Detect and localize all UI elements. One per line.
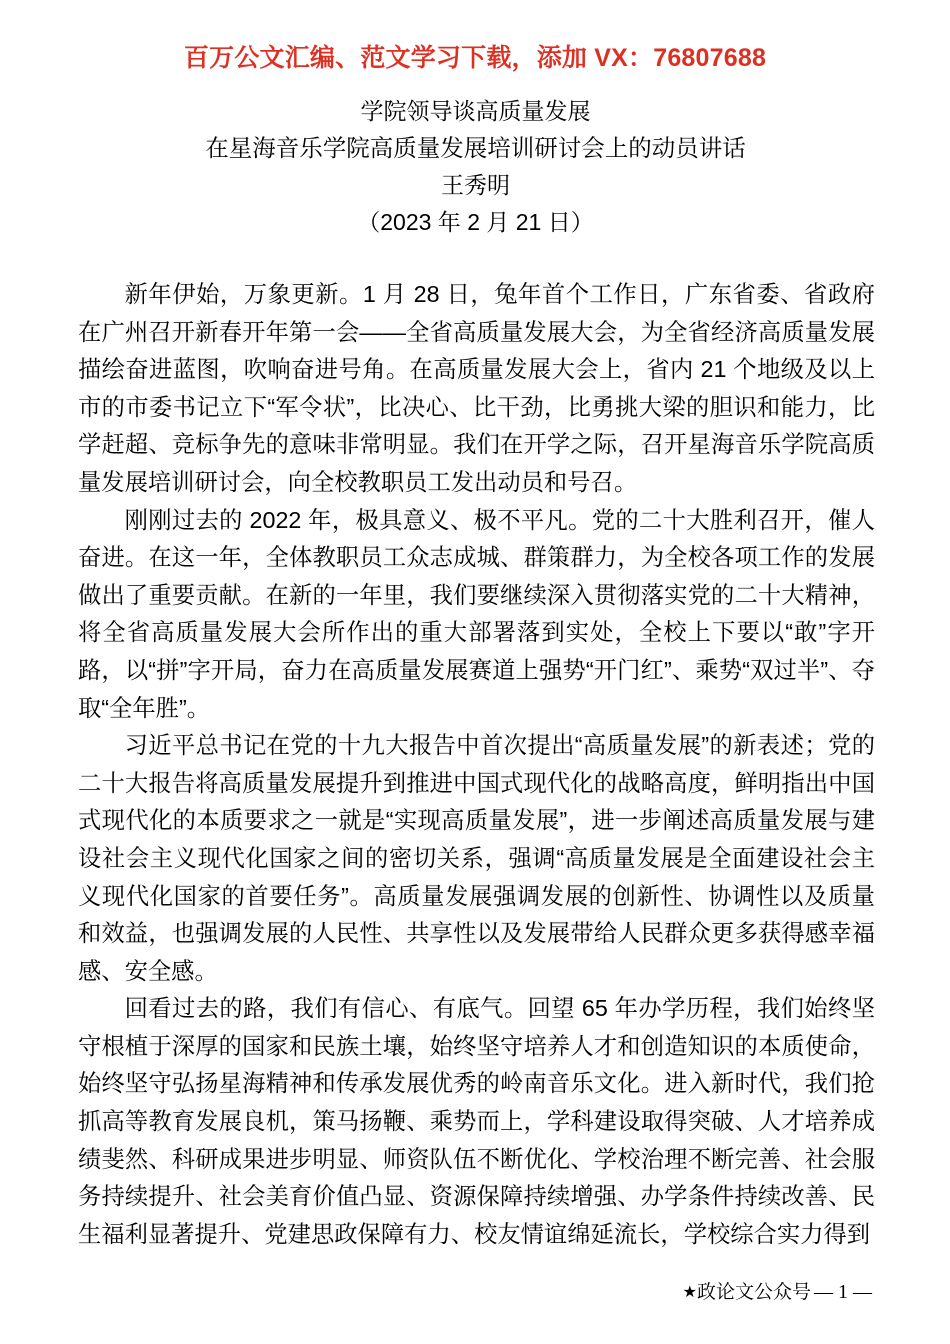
document-title: 学院领导谈高质量发展 (360, 98, 591, 124)
title-block (78, 93, 873, 241)
star-icon: ★ (682, 1284, 697, 1301)
footer-dash-right: — (853, 1282, 872, 1303)
footer-source-label: 政论文公众号 (696, 1282, 811, 1303)
page-number: 1 (838, 1281, 848, 1303)
page-footer (78, 1279, 875, 1306)
body-paragraph: 习近平总书记在党的十九大报告中首次提出“高质量发展”的新表述；党的二十大报告将高质量发展提升到推进中国式现代化的战略高度，鲜明指出中国式现代化的本质要求之一就是“实现高质量发展”，进一步阐述高质量发展与建设社会主义现代化国家之间的密切关系，强调“高质量发展是全面建设社会主义现代化国家的首要任务”。高质量发展强调发展的创新性、协调性以及质量和效益，也强调发展的人民性、共享性以及发展带给人民群众更多获得感幸福感、安全感。 (78, 732, 875, 984)
footer-dash-left: — (814, 1282, 833, 1303)
body-paragraph: 新年伊始，万象更新。1 月 28 日，兔年首个工作日，广东省委、省政府在广州召开新春开年第一会——全省高质量发展大会，为全省经济高质量发展描绘奋进蓝图，吹响奋进号角。在高质量发展大会上，省内 21 个地级及以上市的市委书记立下“军令状”，比决心、比干劲，比勇挑大梁的胆识和能力，比学赶超、竞标争先的意味非常明显。我们在开学之际，召开星海音乐学院高质量发展培训研讨会，向全校教职员工发出动员和号召。 (78, 281, 875, 495)
body-paragraph: 刚刚过去的 2022 年，极具意义、极不平凡。党的二十大胜利召开，催人奋进。在这一年，全体教职员工众志成城、群策群力，为全校各项工作的发展做出了重要贡献。在新的一年里，我们要继续深入贯彻落实党的二十大精神，将全省高质量发展大会所作出的重大部署落到实处，全校上下要以“敢”字开路，以“拼”字开局，奋力在高质量发展赛道上强势“开门红”、乘势“双过半”、夺取“全年胜”。 (78, 506, 876, 721)
body-paragraph: 回看过去的路，我们有信心、有底气。回望 65 年办学历程，我们始终坚守根植于深厚的国家和民族土壤，始终坚守培养人才和创造知识的本质使命，始终坚守弘扬星海精神和传承发展优秀的岭南音乐文化。进入新时代，我们抢抓高等教育发展良机，策马扬鞭、乘势而上，学科建设取得突破、人才培养成绩斐然、科研成果进步明显、师资队伍不断优化、学校治理不断完善、社会服务持续提升、社会美育价值凸显、资源保障持续增强、办学条件持续改善、民生福利显著提升、党建思政保障有力、校友情谊绵延流长，学校综合实力得到 (78, 995, 875, 1247)
document-date: （2023 年 2 月 21 日） (357, 209, 594, 235)
document-body (78, 276, 875, 1253)
promo-banner: 百万公文汇编、范文学习下载，添加 VX：76807688 (183, 44, 767, 72)
document-subtitle: 在星海音乐学院高质量发展培训研讨会上的动员讲话 (205, 135, 746, 161)
document-author: 王秀明 (441, 172, 510, 198)
